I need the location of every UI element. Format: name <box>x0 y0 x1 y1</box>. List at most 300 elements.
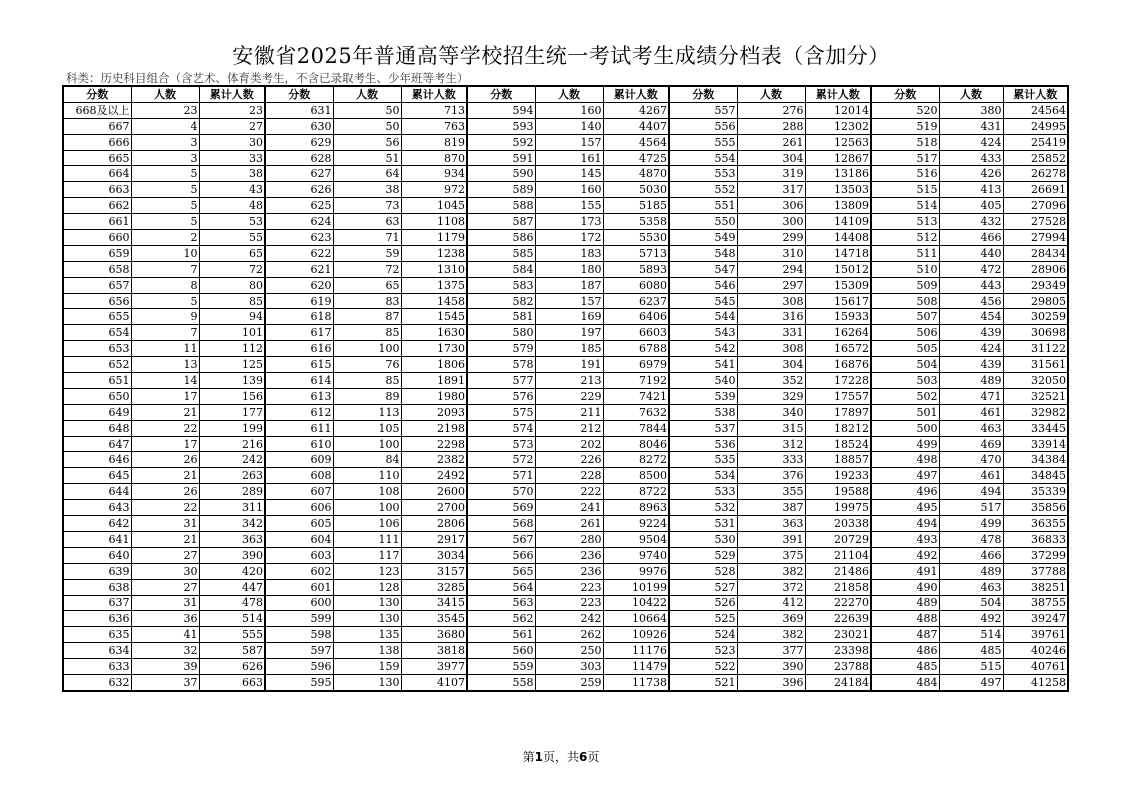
table-cell: 660 <box>63 230 131 246</box>
table-cell: 157 <box>535 293 603 309</box>
table-cell: 13 <box>131 357 199 373</box>
table-cell: 3034 <box>401 547 467 563</box>
table-cell: 490 <box>871 579 939 595</box>
table-cell: 13503 <box>805 182 871 198</box>
table-cell: 497 <box>939 674 1003 690</box>
table-cell: 494 <box>871 516 939 532</box>
table-cell: 7844 <box>603 420 669 436</box>
table-cell: 405 <box>939 198 1003 214</box>
table-cell: 3415 <box>401 595 467 611</box>
table-cell: 22270 <box>805 595 871 611</box>
table-row <box>63 484 1068 500</box>
table-cell: 424 <box>939 341 1003 357</box>
table-row <box>63 309 1068 325</box>
table-cell: 94 <box>199 309 265 325</box>
table-cell: 533 <box>669 484 737 500</box>
table-cell: 183 <box>535 245 603 261</box>
table-cell: 666 <box>63 134 131 150</box>
table-cell: 1310 <box>401 261 467 277</box>
table-cell: 11479 <box>603 659 669 675</box>
table-cell: 16572 <box>805 341 871 357</box>
table-cell: 595 <box>265 674 333 690</box>
table-cell: 578 <box>467 357 535 373</box>
table-cell: 50 <box>333 102 401 118</box>
table-cell: 558 <box>467 674 535 690</box>
table-cell: 100 <box>333 341 401 357</box>
table-cell: 763 <box>401 118 467 134</box>
table-cell: 25852 <box>1003 150 1068 166</box>
table-cell: 494 <box>939 484 1003 500</box>
table-cell: 561 <box>467 627 535 643</box>
table-cell: 76 <box>333 357 401 373</box>
table-cell: 331 <box>737 325 805 341</box>
table-cell: 625 <box>265 198 333 214</box>
table-cell: 261 <box>737 134 805 150</box>
table-cell: 223 <box>535 595 603 611</box>
table-cell: 609 <box>265 452 333 468</box>
table-cell: 6237 <box>603 293 669 309</box>
table-cell: 7632 <box>603 404 669 420</box>
table-cell: 603 <box>265 547 333 563</box>
table-cell: 3818 <box>401 643 467 659</box>
table-cell: 2600 <box>401 484 467 500</box>
table-cell: 111 <box>333 531 401 547</box>
column-header: 分数 <box>265 86 333 102</box>
table-cell: 527 <box>669 579 737 595</box>
table-cell: 618 <box>265 309 333 325</box>
table-cell: 513 <box>871 214 939 230</box>
table-cell: 515 <box>939 659 1003 675</box>
table-cell: 382 <box>737 627 805 643</box>
table-cell: 18212 <box>805 420 871 436</box>
table-cell: 180 <box>535 261 603 277</box>
table-cell: 4407 <box>603 118 669 134</box>
table-cell: 492 <box>939 611 1003 627</box>
table-cell: 140 <box>535 118 603 134</box>
table-cell: 27994 <box>1003 230 1068 246</box>
table-row <box>63 166 1068 182</box>
table-cell: 478 <box>939 531 1003 547</box>
table-cell: 1458 <box>401 293 467 309</box>
table-cell: 512 <box>871 230 939 246</box>
table-cell: 466 <box>939 547 1003 563</box>
table-cell: 607 <box>265 484 333 500</box>
table-cell: 656 <box>63 293 131 309</box>
table-cell: 1806 <box>401 357 467 373</box>
table-cell: 263 <box>199 468 265 484</box>
table-cell: 541 <box>669 357 737 373</box>
table-cell: 8500 <box>603 468 669 484</box>
table-cell: 9504 <box>603 531 669 547</box>
table-cell: 19588 <box>805 484 871 500</box>
table-cell: 31 <box>131 516 199 532</box>
table-cell: 187 <box>535 277 603 293</box>
table-cell: 380 <box>939 102 1003 118</box>
table-cell: 557 <box>669 102 737 118</box>
table-cell: 463 <box>939 579 1003 595</box>
table-cell: 10422 <box>603 595 669 611</box>
table-cell: 612 <box>265 404 333 420</box>
table-cell: 540 <box>669 373 737 389</box>
table-cell: 544 <box>669 309 737 325</box>
table-cell: 570 <box>467 484 535 500</box>
table-cell: 511 <box>871 245 939 261</box>
column-header: 累计人数 <box>1003 86 1068 102</box>
table-cell: 35856 <box>1003 500 1068 516</box>
table-cell: 363 <box>199 531 265 547</box>
table-cell: 73 <box>333 198 401 214</box>
page-footer <box>0 748 1122 765</box>
table-cell: 622 <box>265 245 333 261</box>
table-cell: 432 <box>939 214 1003 230</box>
table-cell: 304 <box>737 150 805 166</box>
table-cell: 619 <box>265 293 333 309</box>
table-cell: 501 <box>871 404 939 420</box>
table-cell: 53 <box>199 214 265 230</box>
table-cell: 3285 <box>401 579 467 595</box>
table-cell: 514 <box>871 198 939 214</box>
table-cell: 3545 <box>401 611 467 627</box>
table-cell: 581 <box>467 309 535 325</box>
table-cell: 1045 <box>401 198 467 214</box>
table-cell: 303 <box>535 659 603 675</box>
table-cell: 505 <box>871 341 939 357</box>
table-cell: 552 <box>669 182 737 198</box>
table-cell: 553 <box>669 166 737 182</box>
table-cell: 606 <box>265 500 333 516</box>
table-cell: 620 <box>265 277 333 293</box>
table-cell: 523 <box>669 643 737 659</box>
table-cell: 819 <box>401 134 467 150</box>
table-cell: 242 <box>535 611 603 627</box>
table-row <box>63 674 1068 690</box>
table-cell: 22 <box>131 500 199 516</box>
table-cell: 304 <box>737 357 805 373</box>
table-cell: 19975 <box>805 500 871 516</box>
table-cell: 3 <box>131 150 199 166</box>
table-cell: 172 <box>535 230 603 246</box>
table-cell: 38 <box>333 182 401 198</box>
table-cell: 27096 <box>1003 198 1068 214</box>
table-cell: 663 <box>199 674 265 690</box>
table-cell: 14718 <box>805 245 871 261</box>
table-cell: 222 <box>535 484 603 500</box>
table-cell: 84 <box>333 452 401 468</box>
table-cell: 567 <box>467 531 535 547</box>
table-cell: 41 <box>131 627 199 643</box>
table-cell: 85 <box>333 373 401 389</box>
table-cell: 420 <box>199 563 265 579</box>
table-cell: 31561 <box>1003 357 1068 373</box>
table-cell: 250 <box>535 643 603 659</box>
table-cell: 934 <box>401 166 467 182</box>
table-cell: 106 <box>333 516 401 532</box>
table-cell: 506 <box>871 325 939 341</box>
table-cell: 105 <box>333 420 401 436</box>
table-row <box>63 230 1068 246</box>
table-cell: 631 <box>265 102 333 118</box>
table-cell: 33445 <box>1003 420 1068 436</box>
table-cell: 23 <box>199 102 265 118</box>
table-cell: 608 <box>265 468 333 484</box>
table-cell: 529 <box>669 547 737 563</box>
table-cell: 585 <box>467 245 535 261</box>
column-header: 累计人数 <box>603 86 669 102</box>
table-cell: 12563 <box>805 134 871 150</box>
table-cell: 17228 <box>805 373 871 389</box>
table-cell: 108 <box>333 484 401 500</box>
table-cell: 101 <box>199 325 265 341</box>
table-cell: 36 <box>131 611 199 627</box>
table-cell: 598 <box>265 627 333 643</box>
table-cell: 554 <box>669 150 737 166</box>
table-cell: 18524 <box>805 436 871 452</box>
table-cell: 17 <box>131 388 199 404</box>
table-cell: 575 <box>467 404 535 420</box>
table-cell: 664 <box>63 166 131 182</box>
table-cell: 509 <box>871 277 939 293</box>
table-cell: 649 <box>63 404 131 420</box>
table-cell: 80 <box>199 277 265 293</box>
table-cell: 112 <box>199 341 265 357</box>
table-cell: 1630 <box>401 325 467 341</box>
table-cell: 50 <box>333 118 401 134</box>
table-cell: 456 <box>939 293 1003 309</box>
table-cell: 228 <box>535 468 603 484</box>
table-row <box>63 388 1068 404</box>
table-cell: 633 <box>63 659 131 675</box>
table-cell: 521 <box>669 674 737 690</box>
table-cell: 573 <box>467 436 535 452</box>
table-cell: 169 <box>535 309 603 325</box>
table-cell: 16264 <box>805 325 871 341</box>
table-cell: 531 <box>669 516 737 532</box>
table-cell: 637 <box>63 595 131 611</box>
table-cell: 617 <box>265 325 333 341</box>
table-cell: 24564 <box>1003 102 1068 118</box>
table-row <box>63 468 1068 484</box>
table-cell: 22639 <box>805 611 871 627</box>
table-cell: 568 <box>467 516 535 532</box>
table-cell: 556 <box>669 118 737 134</box>
table-cell: 667 <box>63 118 131 134</box>
table-cell: 571 <box>467 468 535 484</box>
table-cell: 655 <box>63 309 131 325</box>
table-cell: 562 <box>467 611 535 627</box>
table-cell: 601 <box>265 579 333 595</box>
table-cell: 261 <box>535 516 603 532</box>
table-cell: 594 <box>467 102 535 118</box>
table-cell: 135 <box>333 627 401 643</box>
table-cell: 363 <box>737 516 805 532</box>
table-cell: 535 <box>669 452 737 468</box>
table-cell: 640 <box>63 547 131 563</box>
table-cell: 130 <box>333 595 401 611</box>
table-cell: 4725 <box>603 150 669 166</box>
table-cell: 29805 <box>1003 293 1068 309</box>
footer-page-number: 1 <box>534 750 543 764</box>
table-cell: 543 <box>669 325 737 341</box>
table-cell: 470 <box>939 452 1003 468</box>
table-cell: 13809 <box>805 198 871 214</box>
table-cell: 536 <box>669 436 737 452</box>
table-cell: 587 <box>199 643 265 659</box>
table-cell: 496 <box>871 484 939 500</box>
table-cell: 645 <box>63 468 131 484</box>
table-cell: 627 <box>265 166 333 182</box>
table-cell: 563 <box>467 595 535 611</box>
table-cell: 185 <box>535 341 603 357</box>
table-cell: 128 <box>333 579 401 595</box>
column-header: 人数 <box>131 86 199 102</box>
table-cell: 30 <box>199 134 265 150</box>
column-header: 分数 <box>871 86 939 102</box>
table-cell: 223 <box>535 579 603 595</box>
table-cell: 28434 <box>1003 245 1068 261</box>
table-cell: 15012 <box>805 261 871 277</box>
table-cell: 588 <box>467 198 535 214</box>
table-cell: 574 <box>467 420 535 436</box>
table-cell: 40761 <box>1003 659 1068 675</box>
table-cell: 2382 <box>401 452 467 468</box>
table-row <box>63 134 1068 150</box>
table-cell: 510 <box>871 261 939 277</box>
table-cell: 199 <box>199 420 265 436</box>
table-cell: 550 <box>669 214 737 230</box>
table-cell: 639 <box>63 563 131 579</box>
table-cell: 14 <box>131 373 199 389</box>
table-cell: 276 <box>737 102 805 118</box>
table-cell: 156 <box>199 388 265 404</box>
table-cell: 624 <box>265 214 333 230</box>
table-row <box>63 531 1068 547</box>
table-cell: 38 <box>199 166 265 182</box>
table-cell: 8722 <box>603 484 669 500</box>
table-cell: 537 <box>669 420 737 436</box>
table-cell: 24184 <box>805 674 871 690</box>
table-cell: 51 <box>333 150 401 166</box>
table-cell: 580 <box>467 325 535 341</box>
table-cell: 668及以上 <box>63 102 131 118</box>
table-cell: 632 <box>63 674 131 690</box>
table-cell: 546 <box>669 277 737 293</box>
table-cell: 1730 <box>401 341 467 357</box>
table-cell: 504 <box>871 357 939 373</box>
table-cell: 1980 <box>401 388 467 404</box>
table-cell: 658 <box>63 261 131 277</box>
table-cell: 431 <box>939 118 1003 134</box>
table-row <box>63 627 1068 643</box>
table-cell: 117 <box>333 547 401 563</box>
table-cell: 638 <box>63 579 131 595</box>
table-cell: 604 <box>265 531 333 547</box>
table-cell: 3 <box>131 134 199 150</box>
table-cell: 636 <box>63 611 131 627</box>
table-cell: 6603 <box>603 325 669 341</box>
table-cell: 226 <box>535 452 603 468</box>
table-cell: 37 <box>131 674 199 690</box>
column-header: 人数 <box>535 86 603 102</box>
table-cell: 507 <box>871 309 939 325</box>
table-cell: 590 <box>467 166 535 182</box>
table-cell: 39761 <box>1003 627 1068 643</box>
table-cell: 653 <box>63 341 131 357</box>
table-cell: 589 <box>467 182 535 198</box>
table-cell: 566 <box>467 547 535 563</box>
table-cell: 10926 <box>603 627 669 643</box>
table-cell: 514 <box>939 627 1003 643</box>
table-cell: 197 <box>535 325 603 341</box>
table-cell: 597 <box>265 643 333 659</box>
table-cell: 471 <box>939 388 1003 404</box>
table-cell: 592 <box>467 134 535 150</box>
table-row <box>63 420 1068 436</box>
table-row <box>63 436 1068 452</box>
table-row <box>63 198 1068 214</box>
table-cell: 27 <box>131 579 199 595</box>
table-cell: 5 <box>131 198 199 214</box>
table-cell: 539 <box>669 388 737 404</box>
column-header: 人数 <box>939 86 1003 102</box>
table-cell: 300 <box>737 214 805 230</box>
table-cell: 297 <box>737 277 805 293</box>
column-header: 累计人数 <box>401 86 467 102</box>
table-cell: 9224 <box>603 516 669 532</box>
table-cell: 299 <box>737 230 805 246</box>
table-cell: 317 <box>737 182 805 198</box>
table-cell: 498 <box>871 452 939 468</box>
table-cell: 26278 <box>1003 166 1068 182</box>
table-cell: 20338 <box>805 516 871 532</box>
table-cell: 600 <box>265 595 333 611</box>
table-cell: 236 <box>535 547 603 563</box>
table-cell: 7 <box>131 261 199 277</box>
table-cell: 454 <box>939 309 1003 325</box>
table-cell: 145 <box>535 166 603 182</box>
table-cell: 559 <box>467 659 535 675</box>
table-cell: 236 <box>535 563 603 579</box>
table-cell: 7192 <box>603 373 669 389</box>
table-cell: 1179 <box>401 230 467 246</box>
column-header: 分数 <box>467 86 535 102</box>
table-cell: 375 <box>737 547 805 563</box>
table-cell: 5185 <box>603 198 669 214</box>
table-cell: 29349 <box>1003 277 1068 293</box>
table-cell: 647 <box>63 436 131 452</box>
table-cell: 14408 <box>805 230 871 246</box>
table-cell: 515 <box>871 182 939 198</box>
table-cell: 508 <box>871 293 939 309</box>
table-cell: 37299 <box>1003 547 1068 563</box>
table-cell: 663 <box>63 182 131 198</box>
table-row <box>63 245 1068 261</box>
table-cell: 593 <box>467 118 535 134</box>
table-cell: 17 <box>131 436 199 452</box>
table-cell: 439 <box>939 325 1003 341</box>
table-cell: 569 <box>467 500 535 516</box>
table-cell: 461 <box>939 468 1003 484</box>
table-cell: 10199 <box>603 579 669 595</box>
score-table <box>62 85 1069 692</box>
table-cell: 485 <box>871 659 939 675</box>
table-cell: 643 <box>63 500 131 516</box>
table-cell: 14109 <box>805 214 871 230</box>
table-cell: 648 <box>63 420 131 436</box>
table-cell: 308 <box>737 341 805 357</box>
table-cell: 352 <box>737 373 805 389</box>
table-cell: 1238 <box>401 245 467 261</box>
table-cell: 216 <box>199 436 265 452</box>
